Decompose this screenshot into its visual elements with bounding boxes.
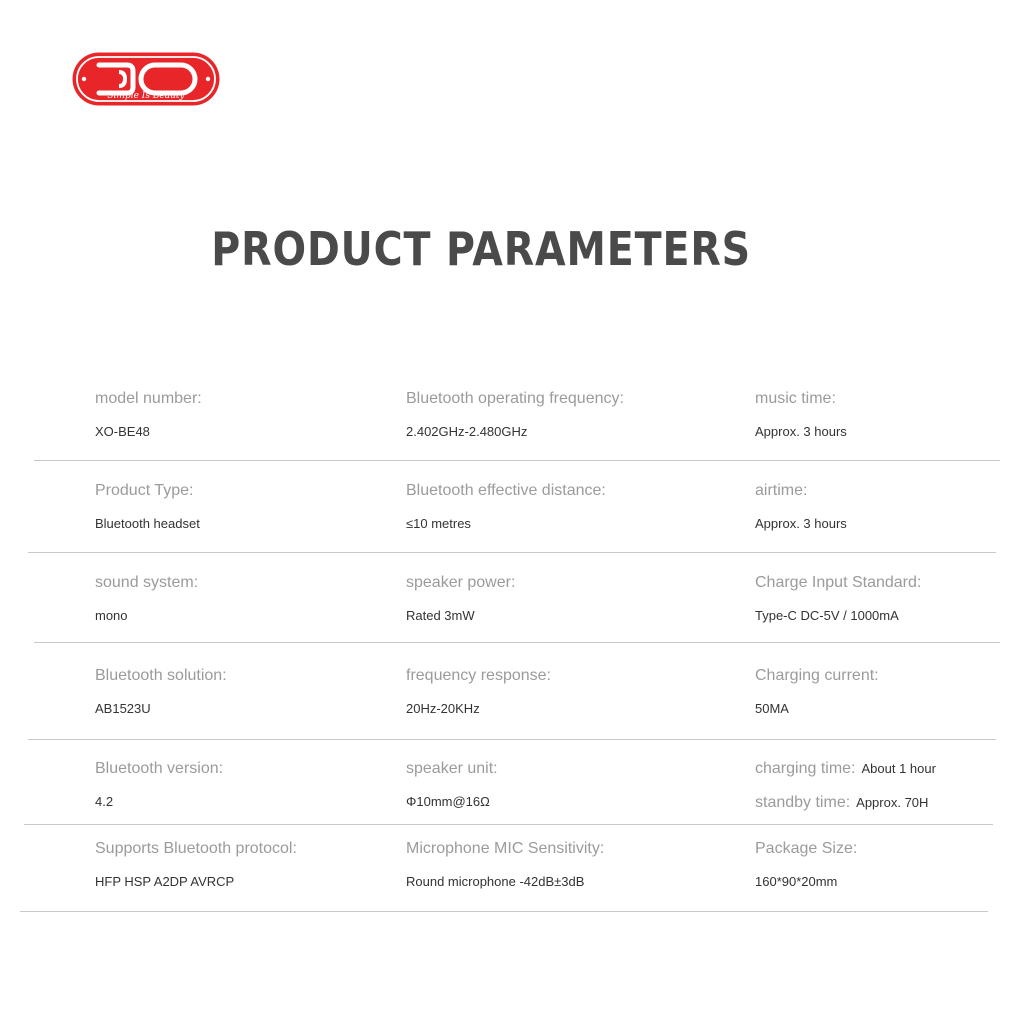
- param-label: frequency response:: [406, 667, 551, 684]
- param-value: Approx. 3 hours: [755, 516, 847, 531]
- param-bt-protocol: [95, 839, 297, 891]
- param-value: Rated 3mW: [406, 608, 475, 623]
- row-divider: [28, 552, 996, 553]
- param-speaker-power: [406, 573, 515, 625]
- param-value: Approx. 3 hours: [755, 424, 847, 439]
- param-value: Round microphone -42dB±3dB: [406, 874, 585, 889]
- param-value: 2.402GHz-2.480GHz: [406, 424, 528, 439]
- xo-logo: [71, 51, 221, 107]
- param-label: standby time:: [755, 794, 851, 811]
- param-mic-sensitivity: [406, 839, 604, 891]
- param-music-time: [755, 389, 847, 441]
- param-value: 20Hz-20KHz: [406, 701, 480, 716]
- param-model-number: [95, 389, 202, 441]
- param-label: speaker power:: [406, 574, 516, 591]
- param-bt-version: [95, 759, 223, 811]
- param-value: Approx. 70H: [856, 795, 929, 810]
- param-product-type: [95, 481, 200, 533]
- param-value: 4.2: [95, 794, 114, 809]
- param-charging-time: [755, 759, 936, 779]
- param-value: ≤10 metres: [406, 516, 471, 531]
- param-bt-distance: [406, 481, 606, 533]
- param-bt-solution: [95, 666, 227, 718]
- param-label: Bluetooth operating frequency:: [406, 390, 624, 407]
- param-label: airtime:: [755, 482, 808, 499]
- param-value: mono: [95, 608, 128, 623]
- row-divider: [20, 911, 988, 912]
- param-value: HFP HSP A2DP AVRCP: [95, 874, 235, 889]
- param-value: Φ10mm@16Ω: [406, 794, 490, 809]
- param-label: Microphone MIC Sensitivity:: [406, 840, 605, 857]
- param-label: Product Type:: [95, 482, 194, 499]
- param-value: AB1523U: [95, 701, 151, 716]
- param-label: Bluetooth solution:: [95, 667, 227, 684]
- row-divider: [28, 739, 996, 740]
- param-label: sound system:: [95, 574, 199, 591]
- param-label: Package Size:: [755, 840, 858, 857]
- logo-tagline: Simple Is Beauty: [107, 91, 185, 101]
- param-label: Supports Bluetooth protocol:: [95, 840, 297, 857]
- param-label: charging time:: [755, 760, 856, 777]
- param-charge-input: [755, 573, 921, 625]
- param-bt-frequency: [406, 389, 624, 441]
- param-label: Bluetooth effective distance:: [406, 482, 606, 499]
- param-label: Bluetooth version:: [95, 760, 224, 777]
- param-value: 50MA: [755, 701, 789, 716]
- param-label: music time:: [755, 390, 836, 407]
- param-frequency-response: [406, 666, 551, 718]
- param-value: 160*90*20mm: [755, 874, 838, 889]
- param-standby-time: [755, 793, 936, 813]
- param-value: Bluetooth headset: [95, 516, 200, 531]
- param-label: model number:: [95, 390, 202, 407]
- param-airtime: [755, 481, 847, 533]
- param-value: Type-C DC-5V / 1000mA: [755, 608, 899, 623]
- param-speaker-unit: [406, 759, 498, 811]
- row-divider: [34, 642, 1000, 643]
- param-charging-current: [755, 666, 879, 718]
- param-label: Charging current:: [755, 667, 879, 684]
- param-label: Charge Input Standard:: [755, 574, 922, 591]
- param-label: speaker unit:: [406, 760, 498, 777]
- param-charging-standby-time: [755, 759, 936, 813]
- row-divider: [34, 460, 1000, 461]
- param-sound-system: [95, 573, 198, 625]
- row-divider: [24, 824, 993, 825]
- param-value: About 1 hour: [861, 761, 936, 776]
- page-title: PRODUCT PARAMETERS: [211, 222, 752, 276]
- param-value: XO-BE48: [95, 424, 150, 439]
- param-package-size: [755, 839, 857, 891]
